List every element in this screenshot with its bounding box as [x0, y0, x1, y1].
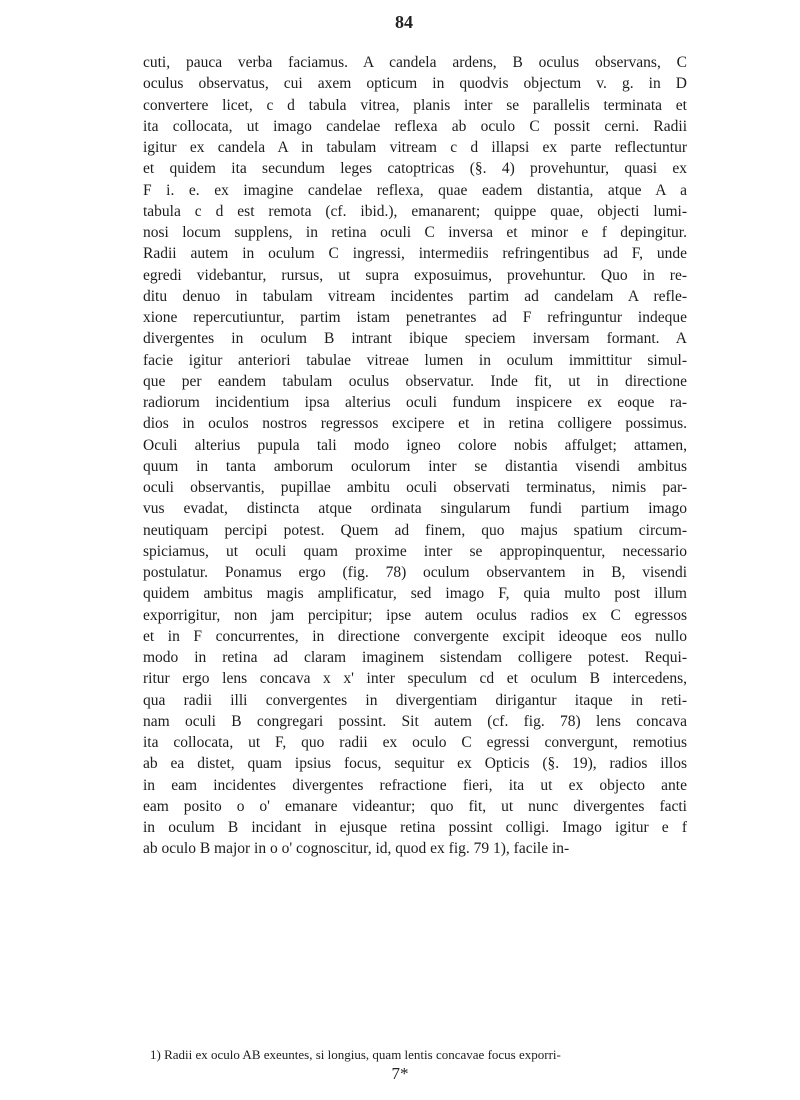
text-line: exporrigitur, non jam percipitur; ipse autem oculus radios ex C egressos — [143, 606, 687, 624]
text-line: dios in oculos nostros regressos excipere et in retina colligere possimus. — [143, 415, 687, 433]
text-line: ritur ergo lens concava x x' inter speculum cd et oculum B intercedens, — [143, 670, 687, 688]
body-text — [143, 52, 687, 860]
text-line: postulatur. Ponamus ergo (fig. 78) oculum observantem in B, visendi — [143, 564, 687, 581]
text-line: Radii autem in oculum C ingressi, intermediis refringentibus ad F, unde — [143, 245, 687, 263]
text-line: convertere licet, c d tabula vitrea, planis inter se parallelis terminata et — [143, 96, 687, 114]
text-line: divergentes in oculum B intrant ibique speciem inversam formant. A — [143, 330, 687, 348]
text-line: neutiquam percipi potest. Quem ad finem, quo majus spatium circum- — [143, 521, 687, 539]
text-line: modo in retina ad claram imaginem sistendam colligere potest. Requi- — [143, 649, 687, 666]
text-line: et quidem ita secundum leges catoptricas (§. 4) provehuntur, quasi ex — [143, 160, 687, 178]
text-line: F i. e. ex imagine candelae reflexa, quae eadem distantia, atque A a — [143, 181, 687, 199]
text-line: radiorum incidentium ipsa alterius oculi fundum inspicere ex eoque ra- — [143, 394, 687, 411]
text-line: spiciamus, ut oculi quam proxime inter se appropinquentur, necessario — [143, 542, 687, 560]
text-line: nam oculi B congregari possint. Sit autem (cf. fig. 78) lens concava — [143, 712, 687, 730]
text-line: que per eandem tabulam oculus observatur. Inde fit, ut in directione — [143, 372, 687, 390]
text-line: ab oculo B major in o o' cognoscitur, id, quod ex fig. 79 1), facile in- — [143, 840, 570, 858]
text-line: vus evadat, distincta atque ordinata singularum fundi partium imago — [143, 500, 687, 518]
text-line: in oculum B incidant in ejusque retina possint colligi. Imago igitur e f — [143, 819, 687, 836]
text-line: quidem ambitus magis amplificatur, sed imago F, quia multo post illum — [143, 585, 687, 603]
text-line: xione repercutiuntur, partim istam penetrantes ad F refringuntur indeque — [143, 309, 687, 326]
text-line: oculus observatus, cui axem opticum in quodvis objectum v. g. in D — [143, 75, 687, 93]
text-line: tabula c d est remota (cf. ibid.), emanarent; quippe quae, objecti lumi- — [143, 202, 687, 220]
text-line: ita collocata, ut imago candelae reflexa ab oculo C possit cerni. Radii — [143, 117, 687, 135]
text-line: oculi observantis, pupillae ambitu oculi observati terminatus, nimis par- — [143, 479, 687, 496]
text-line: ditu denuo in tabulam vitream incidentes partim ad candelam A refle- — [143, 287, 687, 305]
text-line: nosi locum supplens, in retina oculi C inversa et minor e f depingitur. — [143, 224, 687, 241]
text-line: qua radii illi convergentes in divergentiam dirigantur itaque in reti- — [143, 691, 687, 709]
text-line: egredi videbantur, rursus, ut supra exposuimus, provehuntur. Quo in re- — [143, 266, 687, 284]
text-line: igitur ex candela A in tabulam vitream c d illapsi ex parte reflectuntur — [143, 139, 687, 156]
text-line: ab ea distet, quam ipsius focus, sequitur ex Opticis (§. 19), radios illos — [143, 755, 687, 773]
text-line: ita collocata, ut F, quo radii ex oculo C egressi convergunt, remotius — [143, 734, 687, 751]
text-line: cuti, pauca verba faciamus. A candela ardens, B oculus observans, C — [143, 54, 687, 71]
signature-mark: 7* — [391, 1064, 409, 1083]
text-line: quum in tanta amborum oculorum inter se distantia visendi ambitus — [143, 457, 687, 475]
text-line: in eam incidentes divergentes refractione fieri, ita ut ex objecto ante — [143, 776, 687, 794]
footnote: 1) Radii ex oculo AB exeuntes, si longius, quam lentis concavae focus exporri- — [150, 1047, 561, 1062]
text-line: et in F concurrentes, in directione convergente excipit ideoque eos nullo — [143, 627, 687, 645]
page-number: 84 — [395, 12, 413, 32]
text-line: facie igitur anteriori tabulae vitreae lumen in oculum immittitur simul- — [143, 351, 687, 369]
text-line: eam posito o o' emanare videantur; quo fit, ut nunc divergentes facti — [143, 797, 687, 815]
text-line: Oculi alterius pupula tali modo igneo colore nobis affulget; attamen, — [143, 436, 687, 454]
